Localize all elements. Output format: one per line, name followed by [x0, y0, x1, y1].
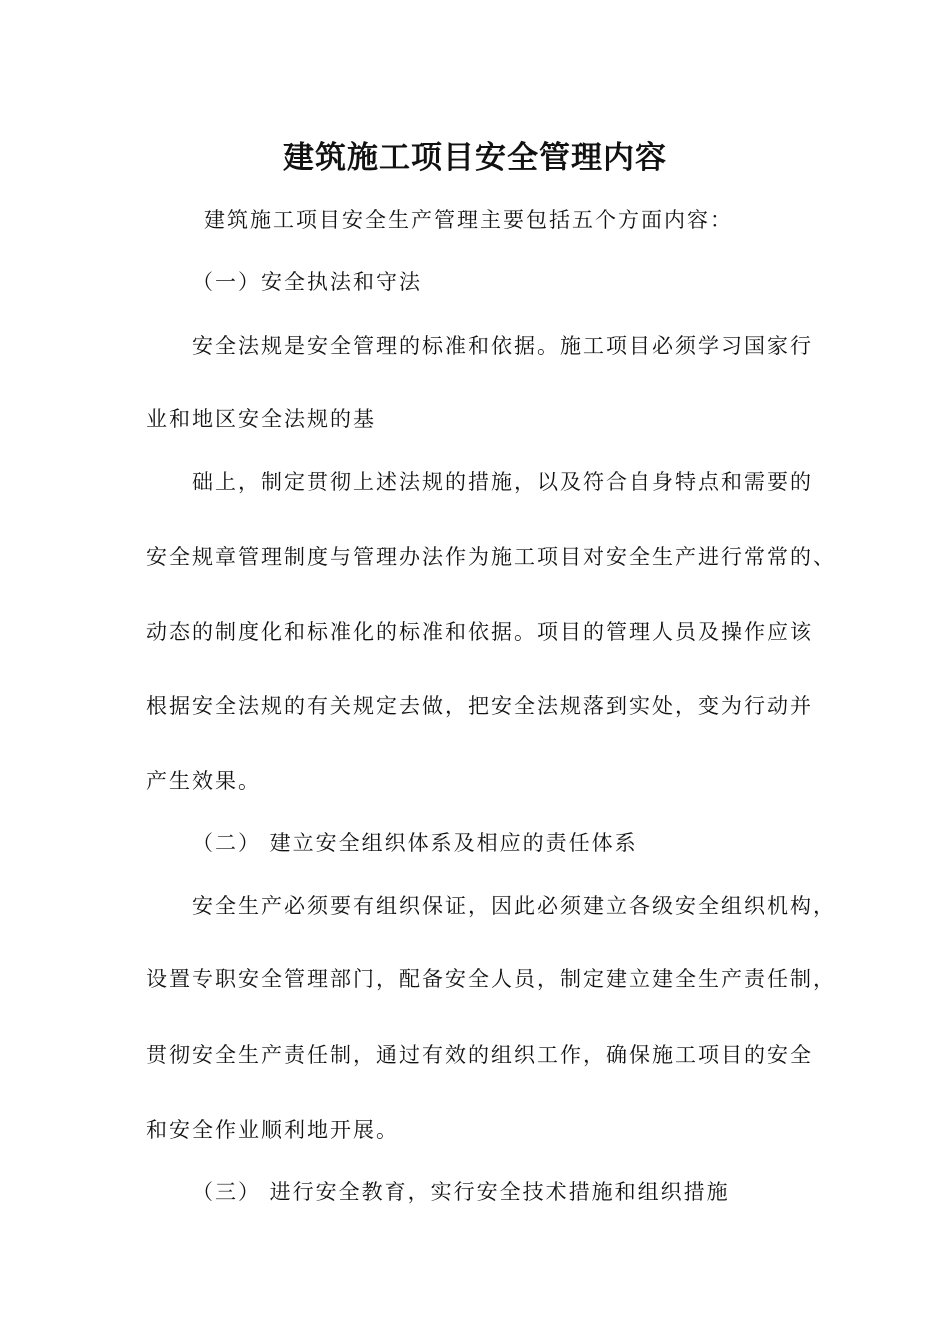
section-heading-1: （一）安全执法和守法: [192, 270, 422, 294]
paragraph-line: 和安全作业顺利地开展。: [146, 1118, 399, 1142]
paragraph-line: 安全法规是安全管理的标准和依据。施工项目必须学习国家行: [192, 334, 813, 358]
paragraph-line: 安全生产必须要有组织保证，因此必须建立各级安全组织机构，: [192, 894, 836, 918]
paragraph-line: 产生效果。: [146, 769, 261, 793]
paragraph-line: 业和地区安全法规的基: [146, 407, 376, 431]
section-heading-3: （三） 进行安全教育，实行安全技术措施和组织措施: [192, 1180, 730, 1204]
paragraph-line: 设置专职安全管理部门，配备安全人员，制定建立建全生产责任制，: [146, 967, 836, 991]
paragraph-line: 础上，制定贯彻上述法规的措施，以及符合自身特点和需要的: [192, 470, 813, 494]
paragraph-line: 贯彻安全生产责任制，通过有效的组织工作，确保施工项目的安全: [146, 1043, 813, 1067]
document-title: 建筑施工项目安全管理内容: [283, 140, 667, 176]
paragraph-line: 动态的制度化和标准化的标准和依据。项目的管理人员及操作应该: [146, 620, 813, 644]
intro-line: 建筑施工项目安全生产管理主要包括五个方面内容：: [204, 208, 733, 232]
section-heading-2: （二） 建立安全组织体系及相应的责任体系: [192, 831, 638, 855]
paragraph-line: 根据安全法规的有关规定去做，把安全法规落到实处，变为行动并: [146, 694, 813, 718]
paragraph-line: 安全规章管理制度与管理办法作为施工项目对安全生产进行常常的、: [146, 545, 836, 569]
